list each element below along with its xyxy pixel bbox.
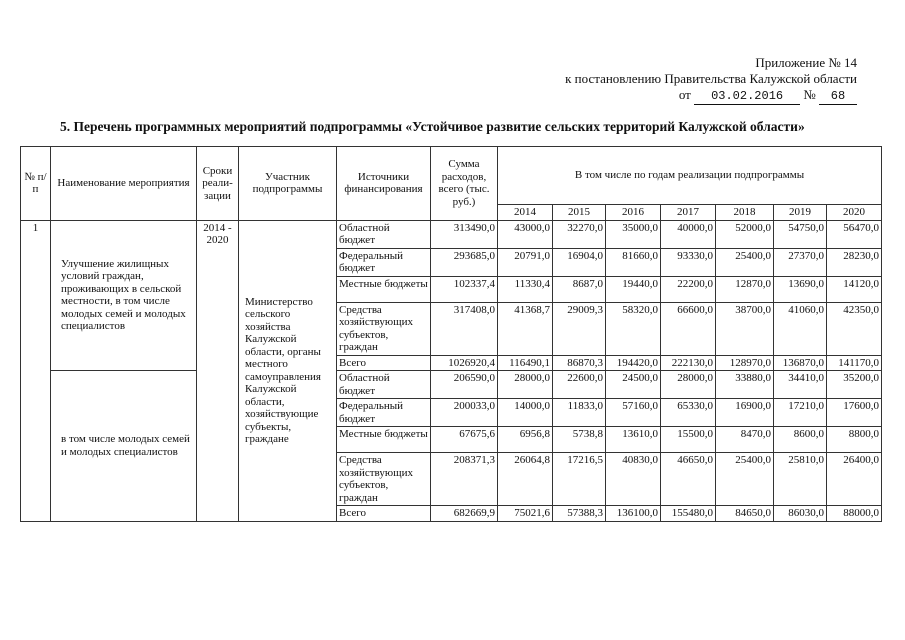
year-amount: 75021,6 [498,506,553,522]
year-header: 2018 [716,205,774,221]
year-header: 2019 [774,205,827,221]
year-amount: 22600,0 [553,371,606,399]
year-amount: 35200,0 [827,371,882,399]
year-amount: 65330,0 [661,399,716,427]
year-amount: 66600,0 [661,302,716,355]
year-amount: 88000,0 [827,506,882,522]
year-amount: 20791,0 [498,248,553,276]
total-amount: 67675,6 [431,427,498,453]
year-amount: 93330,0 [661,248,716,276]
funding-source: Областной бюджет [337,371,431,399]
year-amount: 46650,0 [661,453,716,506]
table-row [21,220,882,248]
col-header-term: Сроки реали-зации [197,147,239,221]
term-cell: 2014 - 2020 [197,220,239,521]
number-prefix: № [803,87,816,102]
year-amount: 34410,0 [774,371,827,399]
year-amount: 22200,0 [661,276,716,302]
year-amount: 17600,0 [827,399,882,427]
total-amount: 317408,0 [431,302,498,355]
year-amount: 40000,0 [661,220,716,248]
year-amount: 13610,0 [606,427,661,453]
year-amount: 11833,0 [553,399,606,427]
year-amount: 17216,5 [553,453,606,506]
participant-cell: Министерство сельского хозяйства Калужской области, органы местного самоуправления Калужской области, хозяйствующие субъекты, граждане [239,220,337,521]
total-amount: 208371,3 [431,453,498,506]
decree-number: 68 [819,88,857,105]
year-amount: 11330,4 [498,276,553,302]
year-amount: 40830,0 [606,453,661,506]
col-header-name: Наименование мероприятия [51,147,197,221]
year-amount: 28230,0 [827,248,882,276]
year-amount: 26064,8 [498,453,553,506]
funding-source: Всего [337,355,431,371]
appendix-label: Приложение № 14 [755,55,857,70]
total-amount: 200033,0 [431,399,498,427]
year-amount: 16900,0 [716,399,774,427]
year-amount: 8470,0 [716,427,774,453]
year-amount: 136870,0 [774,355,827,371]
year-amount: 35000,0 [606,220,661,248]
year-amount: 136100,0 [606,506,661,522]
year-amount: 26400,0 [827,453,882,506]
funding-source: Областной бюджет [337,220,431,248]
year-amount: 54750,0 [774,220,827,248]
measure-name: Улучшение жилищных условий граждан, проживающих в сельской местности, в том числе молодых семей и молодых специалистов [51,220,197,371]
year-amount: 6956,8 [498,427,553,453]
row-number: 1 [21,220,51,521]
year-amount: 33880,0 [716,371,774,399]
decree-reference: к постановлению Правительства Калужской области [565,71,857,86]
year-amount: 41060,0 [774,302,827,355]
year-amount: 116490,1 [498,355,553,371]
year-amount: 29009,3 [553,302,606,355]
year-amount: 81660,0 [606,248,661,276]
year-amount: 84650,0 [716,506,774,522]
year-amount: 27370,0 [774,248,827,276]
year-amount: 8687,0 [553,276,606,302]
program-measures-table [20,146,882,522]
year-amount: 12870,0 [716,276,774,302]
year-amount: 56470,0 [827,220,882,248]
year-amount: 42350,0 [827,302,882,355]
funding-source: Федеральный бюджет [337,248,431,276]
year-header: 2017 [661,205,716,221]
decree-date-number [565,87,857,105]
year-amount: 41368,7 [498,302,553,355]
funding-source: Средства хозяйствующих субъектов, граждан [337,453,431,506]
year-amount: 19440,0 [606,276,661,302]
year-amount: 8600,0 [774,427,827,453]
total-amount: 206590,0 [431,371,498,399]
funding-source: Всего [337,506,431,522]
table-row [21,371,882,399]
col-header-participant: Участник подпрограммы [239,147,337,221]
year-amount: 52000,0 [716,220,774,248]
total-amount: 682669,9 [431,506,498,522]
year-amount: 14000,0 [498,399,553,427]
year-amount: 25810,0 [774,453,827,506]
funding-source: Местные бюджеты [337,427,431,453]
funding-source: Местные бюджеты [337,276,431,302]
col-header-num: № п/п [21,147,51,221]
year-amount: 8800,0 [827,427,882,453]
year-header: 2015 [553,205,606,221]
year-amount: 141170,0 [827,355,882,371]
year-amount: 57160,0 [606,399,661,427]
year-header: 2016 [606,205,661,221]
year-amount: 15500,0 [661,427,716,453]
document-header [565,55,857,105]
year-amount: 5738,8 [553,427,606,453]
year-header: 2020 [827,205,882,221]
total-amount: 102337,4 [431,276,498,302]
year-amount: 25400,0 [716,453,774,506]
col-header-by-year: В том числе по годам реализации подпрограммы [498,147,882,205]
year-amount: 58320,0 [606,302,661,355]
year-amount: 25400,0 [716,248,774,276]
year-amount: 28000,0 [661,371,716,399]
year-amount: 17210,0 [774,399,827,427]
year-amount: 155480,0 [661,506,716,522]
document-title: 5. Перечень программных мероприятий подпрограммы «Устойчивое развитие сельских территорий Калужской области» [60,119,805,134]
total-amount: 1026920,4 [431,355,498,371]
year-amount: 24500,0 [606,371,661,399]
decree-date: 03.02.2016 [694,88,800,105]
year-amount: 86870,3 [553,355,606,371]
year-amount: 38700,0 [716,302,774,355]
year-amount: 57388,3 [553,506,606,522]
sub-measure-name: в том числе молодых семей и молодых специалистов [51,371,197,522]
date-prefix: от [678,87,691,102]
year-amount: 43000,0 [498,220,553,248]
year-amount: 28000,0 [498,371,553,399]
year-amount: 86030,0 [774,506,827,522]
funding-source: Средства хозяйствующих субъектов, граждан [337,302,431,355]
year-amount: 32270,0 [553,220,606,248]
total-amount: 293685,0 [431,248,498,276]
col-header-sources: Источники финансирования [337,147,431,221]
year-header: 2014 [498,205,553,221]
year-amount: 222130,0 [661,355,716,371]
year-amount: 16904,0 [553,248,606,276]
year-amount: 13690,0 [774,276,827,302]
year-amount: 194420,0 [606,355,661,371]
col-header-total: Сумма расходов, всего (тыс. руб.) [431,147,498,221]
year-amount: 14120,0 [827,276,882,302]
year-amount: 128970,0 [716,355,774,371]
funding-source: Федеральный бюджет [337,399,431,427]
total-amount: 313490,0 [431,220,498,248]
